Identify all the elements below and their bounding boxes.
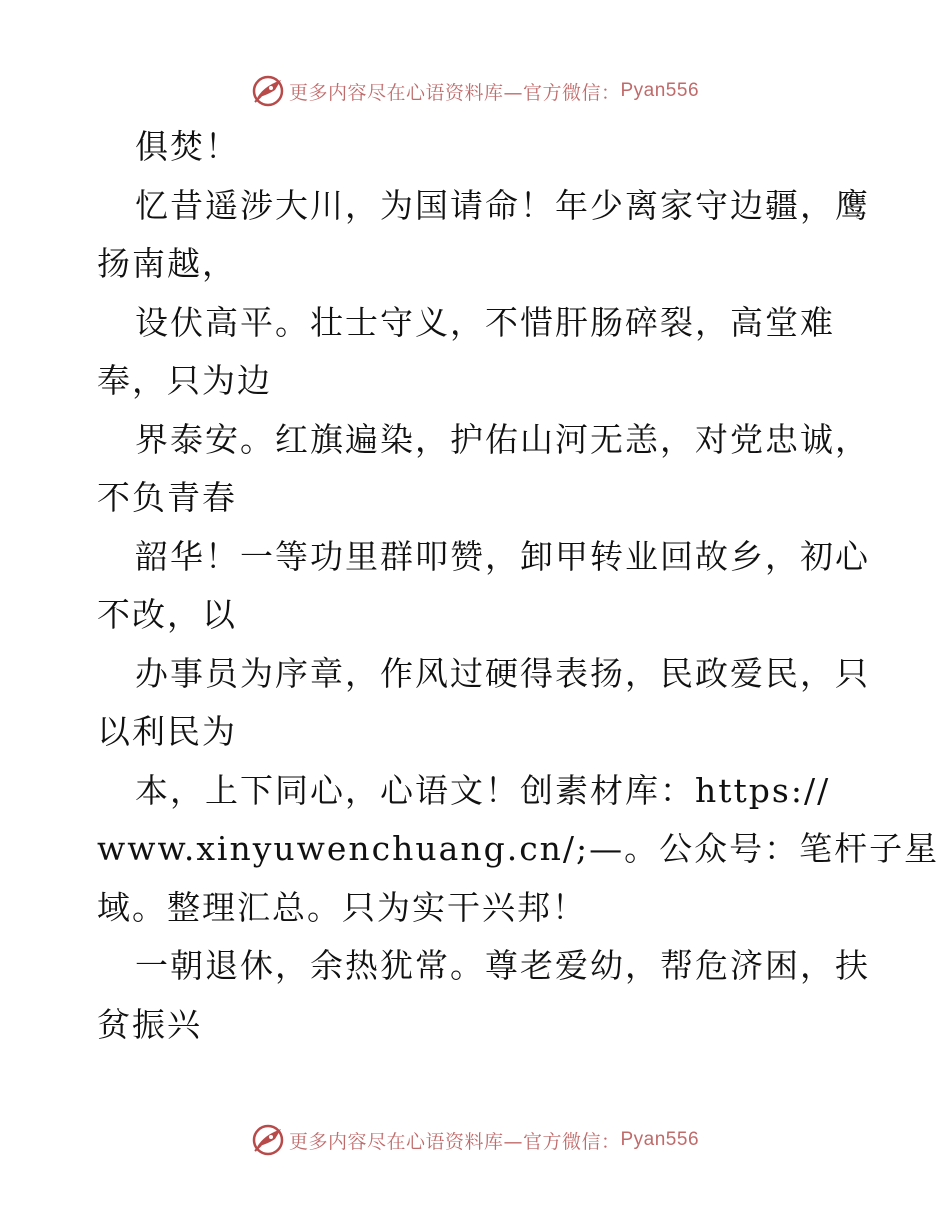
text-line: 俱焚！ xyxy=(135,127,240,166)
text-line: 一朝退休，余热犹常。尊老爱幼，帮危济困，扶 xyxy=(135,946,870,985)
watermark-wechat-id: Pyan556 xyxy=(620,1129,700,1150)
footer-watermark xyxy=(0,1120,950,1160)
pen-nib-logo-icon xyxy=(251,74,285,108)
text-line: 贫振兴 xyxy=(97,1004,202,1044)
text-line: 奉，只为边 xyxy=(97,361,272,400)
watermark-wechat-id: Pyan556 xyxy=(620,80,700,101)
text-line: 韶华！一等功里群叩赞，卸甲转业回故乡，初心 xyxy=(135,536,870,576)
text-line: 本，上下同心，心语文！创素材库：https:// xyxy=(135,770,831,810)
text-line: 扬南越， xyxy=(97,244,237,283)
text-line: 域。整理汇总。只为实干兴邦！ xyxy=(97,887,587,927)
text-line: www.xinyuwenchuang.cn/;—。公众号：笔杆子星 xyxy=(97,829,940,868)
text-line: 办事员为序章，作风过硬得表扬，民政爱民，只 xyxy=(135,653,870,693)
text-line: 忆昔遥涉大川，为国请命！年少离家守边疆，鹰 xyxy=(135,185,870,225)
text-line: 不改，以 xyxy=(97,595,237,634)
text-line: 界泰安。红旗遍染，护佑山河无恙，对党忠诚， xyxy=(135,419,870,459)
text-line: 不负青春 xyxy=(97,478,237,517)
watermark-text: 更多内容尽在心语资料库—官方微信： xyxy=(288,1130,621,1153)
header-watermark xyxy=(0,71,950,111)
text-line: 以利民为 xyxy=(97,712,237,751)
document-body xyxy=(97,118,940,1054)
pen-nib-logo-icon xyxy=(251,1123,285,1157)
text-line: 设伏高平。壮士守义，不惜肝肠碎裂，高堂难 xyxy=(135,302,835,342)
watermark-text: 更多内容尽在心语资料库—官方微信： xyxy=(288,81,621,104)
